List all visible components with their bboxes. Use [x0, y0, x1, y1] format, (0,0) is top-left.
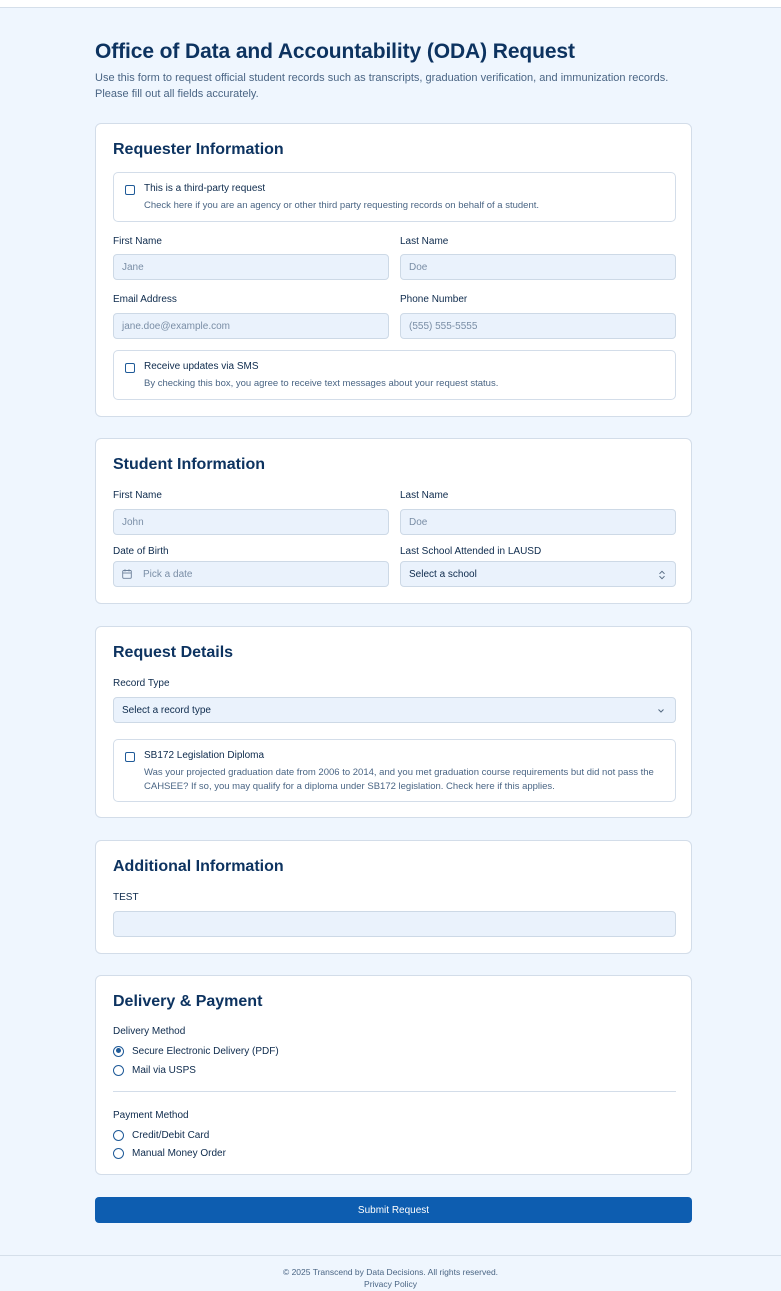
requester-first-name-label: First Name — [113, 236, 162, 247]
privacy-policy-link[interactable]: Privacy Policy — [364, 1279, 417, 1289]
requester-card — [95, 123, 692, 417]
sb172-help: Was your projected graduation date from 2006 to 2014, and you met graduation course requirements but did not pass the CAHSEE? If so, you may qualify for a diploma under SB172 legislation. Check here if this applies. — [144, 767, 654, 792]
student-last-name-label: Last Name — [400, 490, 449, 501]
delivery-heading: Delivery & Payment — [113, 993, 263, 1010]
student-last-name-placeholder: Doe — [409, 516, 428, 528]
requester-heading: Requester Information — [113, 141, 284, 158]
requester-last-name-input[interactable] — [400, 254, 676, 280]
payment-option-money-order[interactable] — [113, 1146, 226, 1160]
section-divider — [113, 1091, 676, 1092]
additional-card — [95, 840, 692, 954]
sms-help: By checking this box, you agree to receive text messages about your request status. — [144, 378, 499, 389]
email-label: Email Address — [113, 294, 177, 305]
requester-first-name-input[interactable] — [113, 254, 389, 280]
student-heading: Student Information — [113, 456, 265, 473]
payment-method-label: Payment Method — [113, 1110, 189, 1121]
sms-option[interactable] — [113, 350, 676, 400]
test-label: TEST — [113, 892, 139, 903]
delivery-pdf-radio[interactable] — [113, 1046, 124, 1057]
dob-placeholder: Pick a date — [143, 568, 193, 580]
sms-checkbox[interactable] — [125, 363, 135, 373]
student-first-name-label: First Name — [113, 490, 162, 501]
delivery-method-label: Delivery Method — [113, 1026, 186, 1037]
sb172-option[interactable] — [113, 739, 676, 802]
sb172-label: SB172 Legislation Diploma — [144, 750, 265, 761]
student-first-name-input[interactable] — [113, 509, 389, 535]
record-type-value: Select a record type — [122, 704, 211, 716]
payment-card-radio[interactable] — [113, 1130, 124, 1141]
payment-money-order-label: Manual Money Order — [132, 1147, 226, 1159]
footer — [0, 1255, 781, 1291]
student-card — [95, 438, 692, 604]
email-placeholder: jane.doe@example.com — [122, 320, 230, 332]
calendar-icon — [122, 569, 132, 579]
delivery-pdf-label: Secure Electronic Delivery (PDF) — [132, 1045, 279, 1057]
top-bar — [0, 0, 781, 8]
phone-placeholder: (555) 555-5555 — [409, 320, 478, 332]
additional-heading: Additional Information — [113, 858, 284, 875]
record-type-select[interactable] — [113, 697, 676, 723]
footer-copyright: © 2025 Transcend by Data Decisions. All rights reserved. — [282, 1267, 499, 1277]
third-party-option[interactable] — [113, 172, 676, 222]
delivery-usps-label: Mail via USPS — [132, 1064, 196, 1076]
school-value: Select a school — [409, 568, 477, 580]
third-party-help: Check here if you are an agency or other third party requesting records on behalf of a student. — [144, 200, 540, 211]
page-title: Office of Data and Accountability (ODA) Request — [95, 40, 575, 63]
submit-request-button[interactable]: Submit Request — [95, 1197, 692, 1223]
student-first-name-placeholder: John — [122, 516, 144, 528]
third-party-label: This is a third-party request — [144, 183, 266, 194]
delivery-usps-radio[interactable] — [113, 1065, 124, 1076]
email-input[interactable] — [113, 313, 389, 339]
record-type-label: Record Type — [113, 678, 170, 689]
chevron-down-icon — [657, 708, 665, 714]
dob-label: Date of Birth — [113, 546, 169, 557]
sms-label: Receive updates via SMS — [144, 361, 259, 372]
delivery-option-usps[interactable] — [113, 1063, 196, 1077]
chevron-up-down-icon — [658, 570, 666, 580]
phone-label: Phone Number — [400, 294, 468, 305]
requester-last-name-placeholder: Doe — [409, 261, 428, 273]
test-input[interactable] — [113, 911, 676, 937]
delivery-card — [95, 975, 692, 1175]
request-heading: Request Details — [113, 644, 234, 661]
student-last-name-input[interactable] — [400, 509, 676, 535]
payment-option-card[interactable] — [113, 1128, 209, 1142]
requester-last-name-label: Last Name — [400, 236, 449, 247]
sb172-checkbox[interactable] — [125, 752, 135, 762]
payment-money-order-radio[interactable] — [113, 1148, 124, 1159]
school-label: Last School Attended in LAUSD — [400, 546, 542, 557]
third-party-checkbox[interactable] — [125, 185, 135, 195]
payment-card-label: Credit/Debit Card — [132, 1129, 210, 1141]
school-select[interactable] — [400, 561, 676, 587]
delivery-option-pdf[interactable] — [113, 1044, 279, 1058]
requester-first-name-placeholder: Jane — [122, 261, 144, 273]
dob-date-picker[interactable] — [113, 561, 389, 587]
page-intro: Use this form to request official student records such as transcripts, graduation verification, and immunization records. Please fill out all fields accurately. — [95, 72, 669, 100]
request-card — [95, 626, 692, 818]
phone-input[interactable] — [400, 313, 676, 339]
